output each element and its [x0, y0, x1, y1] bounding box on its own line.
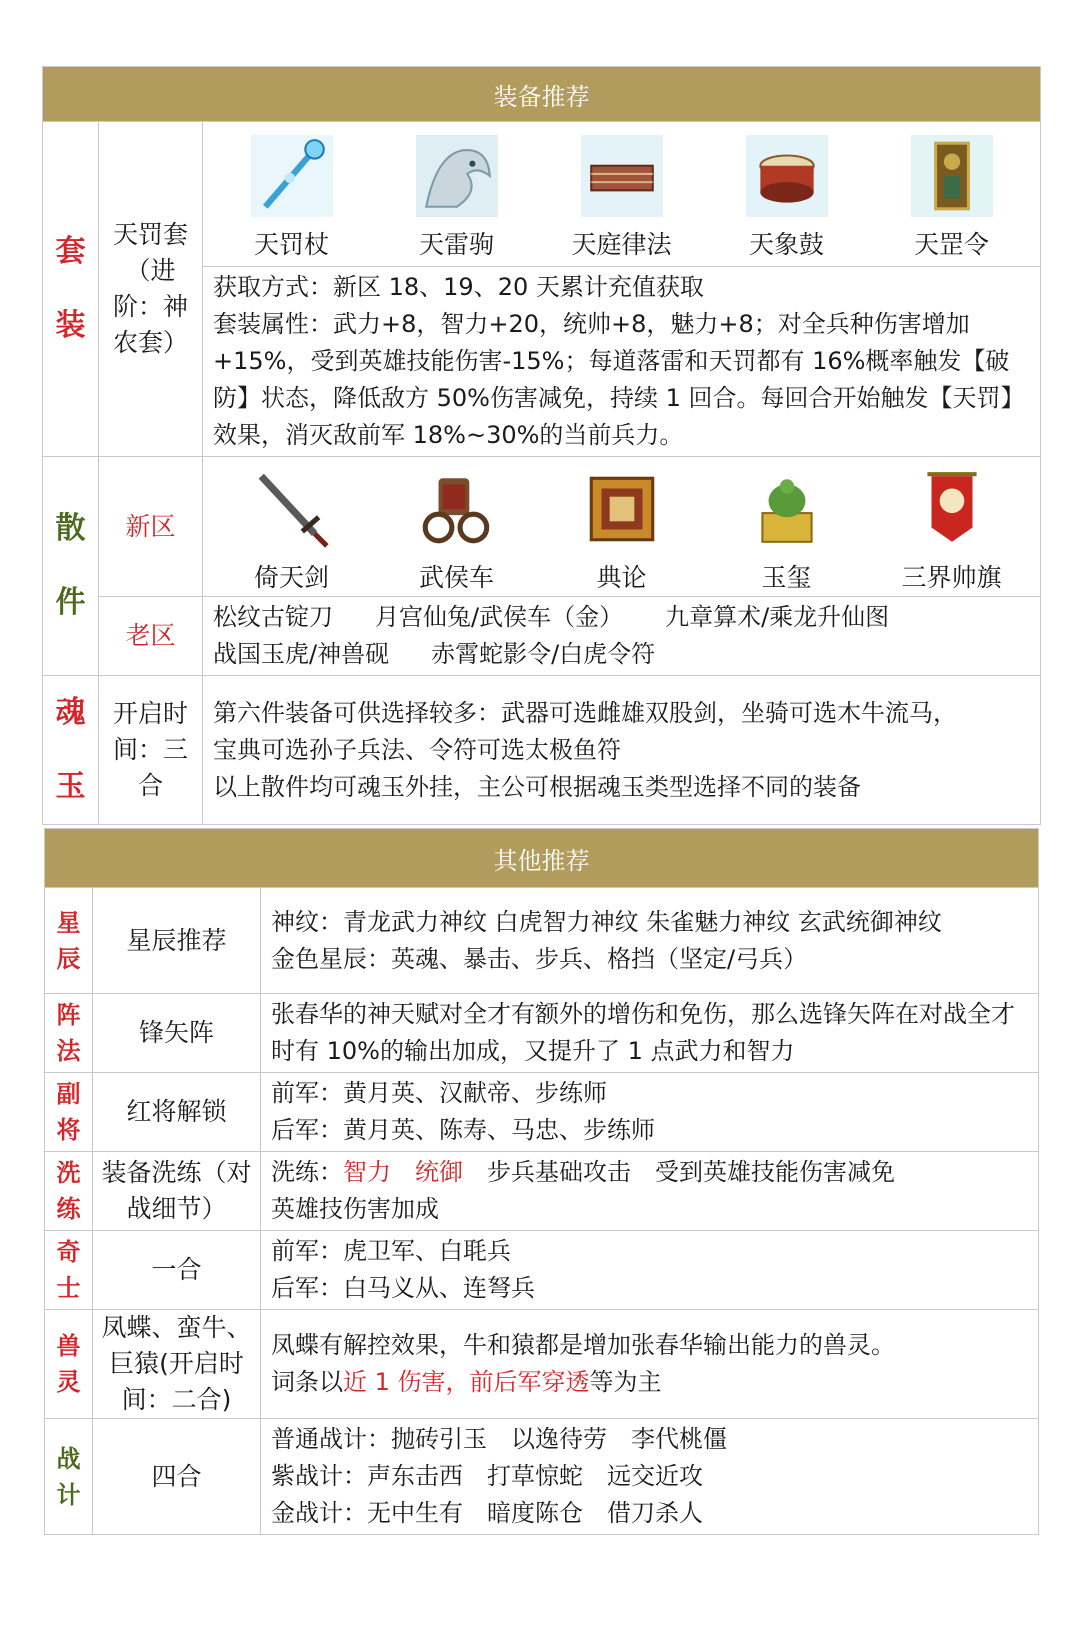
content-line: 后军：黄月英、陈寿、马忠、步练师 [271, 1116, 655, 1144]
cat-char: 辰 [56, 944, 81, 973]
item-flag [872, 468, 1032, 594]
item-label: 天雷驹 [418, 230, 494, 259]
category-loose [43, 457, 99, 676]
staff-icon [251, 135, 333, 217]
item-sword [212, 468, 372, 594]
item-staff [212, 135, 372, 261]
soul-description [203, 676, 1041, 825]
new-label-text: 新区 [125, 511, 176, 541]
content-line: 张春华的神天赋对全才有额外的增伤和免伤，那么选锋矢阵在对战全才时有 10%的输出加成，又提升了 1 点武力和智力 [271, 1000, 1015, 1065]
item-token [872, 135, 1032, 261]
table-title [43, 67, 1041, 122]
title-text: 装备推荐 [493, 82, 590, 111]
set-description [203, 267, 1041, 457]
old-item: 赤霄蛇影令/白虎令符 [431, 640, 656, 668]
drum-icon [746, 135, 828, 217]
old-item: 松纹古锭刀 [213, 603, 333, 631]
new-items [203, 458, 1040, 596]
item-label: 天庭律法 [571, 230, 672, 259]
row-content [261, 1231, 1039, 1310]
new-items-cell [203, 457, 1041, 597]
item-chariot [377, 468, 537, 594]
refine-rest: 步兵基础攻击 受到英雄技能伤害减免 [487, 1158, 895, 1186]
row-name-text: 红将解锁 [126, 1097, 227, 1126]
row-name [93, 888, 261, 994]
item-label: 典论 [596, 562, 647, 592]
item-seal [707, 468, 867, 594]
category-soul [43, 676, 99, 825]
cat-char: 计 [56, 1480, 81, 1509]
row-name-text: 凤蝶、蛮牛、巨猿(开启时间：二合) [101, 1313, 252, 1414]
row-name [93, 994, 261, 1073]
item-horse [377, 135, 537, 261]
old-item: 战国玉虎/神兽砚 [213, 640, 390, 668]
set-items [203, 125, 1040, 263]
row-content [261, 994, 1039, 1073]
set-name-text: 天罚套（进阶：神农套） [112, 220, 188, 357]
cat-char: 套 [55, 234, 86, 269]
old-items-line2 [213, 636, 1030, 673]
refine-highlight: 统御 [415, 1158, 463, 1186]
old-server-label [99, 597, 203, 676]
row-content [261, 888, 1039, 994]
soul-open-text: 开启时间：三合 [112, 699, 188, 800]
beast-pre: 词条以 [271, 1368, 343, 1396]
category-deputy [45, 1073, 93, 1152]
dragon-horse-icon [416, 135, 498, 217]
cat-char: 魂 [55, 695, 86, 730]
cat-char: 副 [56, 1080, 81, 1108]
cat-char: 装 [55, 308, 86, 343]
category-star [45, 888, 93, 994]
row-name-text: 一合 [151, 1255, 202, 1284]
book-icon [581, 468, 663, 550]
item-scroll [542, 135, 702, 261]
soul-line: 以上散件均可魂玉外挂，主公可根据魂玉类型选择不同的装备 [213, 772, 861, 801]
cat-char: 兽 [56, 1332, 81, 1360]
new-server-label [99, 457, 203, 597]
row-content [261, 1073, 1039, 1152]
cat-char: 战 [56, 1444, 81, 1473]
row-name [93, 1231, 261, 1310]
item-label: 倚天剑 [253, 562, 329, 592]
category-formation [45, 994, 93, 1073]
row-name [93, 1419, 261, 1535]
item-label: 玉玺 [761, 562, 812, 592]
attributes-text: 套装属性：武力+8，智力+20，统帅+8，魅力+8；对全兵种伤害增加+15%，受到英雄技能伤害-15%；每道落雷和天罚都有 16%概率触发【破防】状态，降低敌方 50%伤害减免，持续 1 回合。每回合开始触发【天罚】效果，消灭敌前军 18%~30%的当前兵力。 [213, 310, 1025, 449]
old-item: 九章算术/乘龙升仙图 [665, 603, 890, 631]
cat-char: 奇 [56, 1238, 81, 1266]
row-content [261, 1419, 1039, 1535]
content-line: 金战计：无中生有 暗度陈仓 借刀杀人 [271, 1499, 703, 1527]
row-content [261, 1310, 1039, 1419]
cat-char: 玉 [55, 769, 86, 804]
soul-open-time [99, 676, 203, 825]
cat-char: 阵 [56, 1001, 81, 1029]
item-label: 天罡令 [913, 230, 989, 259]
cat-char: 散 [55, 511, 86, 546]
old-label-text: 老区 [125, 621, 176, 650]
item-label: 天罚杖 [253, 230, 329, 259]
old-items-line1 [213, 599, 1030, 636]
beast-highlight: 近 1 伤害，前后军穿透 [343, 1368, 590, 1396]
beast-post: 等为主 [589, 1368, 662, 1396]
refine-prefix: 洗练： [271, 1158, 343, 1186]
category-tactic [45, 1419, 93, 1535]
item-label: 三界帅旗 [901, 562, 1002, 592]
cat-char: 洗 [56, 1159, 81, 1187]
flag-icon [911, 468, 993, 550]
content-line: 神纹：青龙武力神纹 白虎智力神纹 朱雀魅力神纹 玄武统御神纹 [271, 907, 942, 936]
row-content [261, 1152, 1039, 1231]
other-table [44, 828, 1039, 1535]
soul-line: 宝典可选孙子兵法、令符可选太极鱼符 [213, 735, 621, 764]
cat-char: 灵 [56, 1368, 81, 1396]
jade-seal-icon [746, 468, 828, 550]
content-line: 紫战计：声东击西 打草惊蛇 远交近攻 [271, 1462, 703, 1490]
content-line: 英雄技伤害加成 [271, 1195, 439, 1223]
row-name-text: 星辰推荐 [126, 925, 227, 955]
soul-line: 第六件装备可供选择较多：武器可选雌雄双股剑，坐骑可选木牛流马， [213, 698, 957, 727]
chariot-icon [416, 468, 498, 550]
row-name-text: 四合 [151, 1461, 202, 1491]
category-beast [45, 1310, 93, 1419]
category-refine [45, 1152, 93, 1231]
content-line: 前军：黄月英、汉献帝、步练师 [271, 1079, 607, 1107]
content-line: 后军：白马义从、连弩兵 [271, 1274, 535, 1302]
content-line: 凤蝶有解控效果，牛和猿都是增加张春华输出能力的兽灵。 [271, 1331, 895, 1359]
old-item: 月宫仙兔/武侯车（金） [375, 603, 624, 631]
cat-char: 法 [56, 1037, 81, 1065]
row-name-text: 装备洗练（对战细节） [101, 1158, 252, 1223]
refine-highlight: 智力 [343, 1158, 391, 1186]
set-items-cell [203, 122, 1041, 267]
scroll-icon [581, 135, 663, 217]
cat-char: 件 [55, 585, 86, 620]
cat-char: 练 [56, 1195, 81, 1223]
item-label: 天象鼓 [748, 230, 824, 259]
token-icon [911, 135, 993, 217]
content-line: 金色星辰：英魂、暴击、步兵、格挡（坚定/弓兵） [271, 944, 808, 973]
obtain-text: 获取方式：新区 18、19、20 天累计充值获取 [213, 273, 704, 301]
cat-char: 士 [56, 1274, 81, 1302]
category-set [43, 122, 99, 457]
content-line: 前军：虎卫军、白毦兵 [271, 1237, 511, 1265]
item-book [542, 468, 702, 594]
table-title [45, 829, 1039, 888]
category-strategist [45, 1231, 93, 1310]
row-name [93, 1152, 261, 1231]
content-line [271, 1364, 1028, 1401]
cat-char: 星 [56, 908, 81, 937]
item-drum [707, 135, 867, 261]
content-line [271, 1154, 1028, 1191]
row-name [93, 1073, 261, 1152]
content-line: 普通战计：抛砖引玉 以逸待劳 李代桃僵 [271, 1425, 727, 1453]
cat-char: 将 [56, 1116, 81, 1144]
set-name [99, 122, 203, 457]
item-label: 武侯车 [418, 562, 494, 592]
title-text: 其他推荐 [493, 846, 590, 875]
row-name-text: 锋矢阵 [138, 1018, 214, 1047]
old-items [203, 597, 1041, 676]
sword-icon [251, 468, 333, 550]
row-name [93, 1310, 261, 1419]
equipment-table [42, 66, 1041, 825]
